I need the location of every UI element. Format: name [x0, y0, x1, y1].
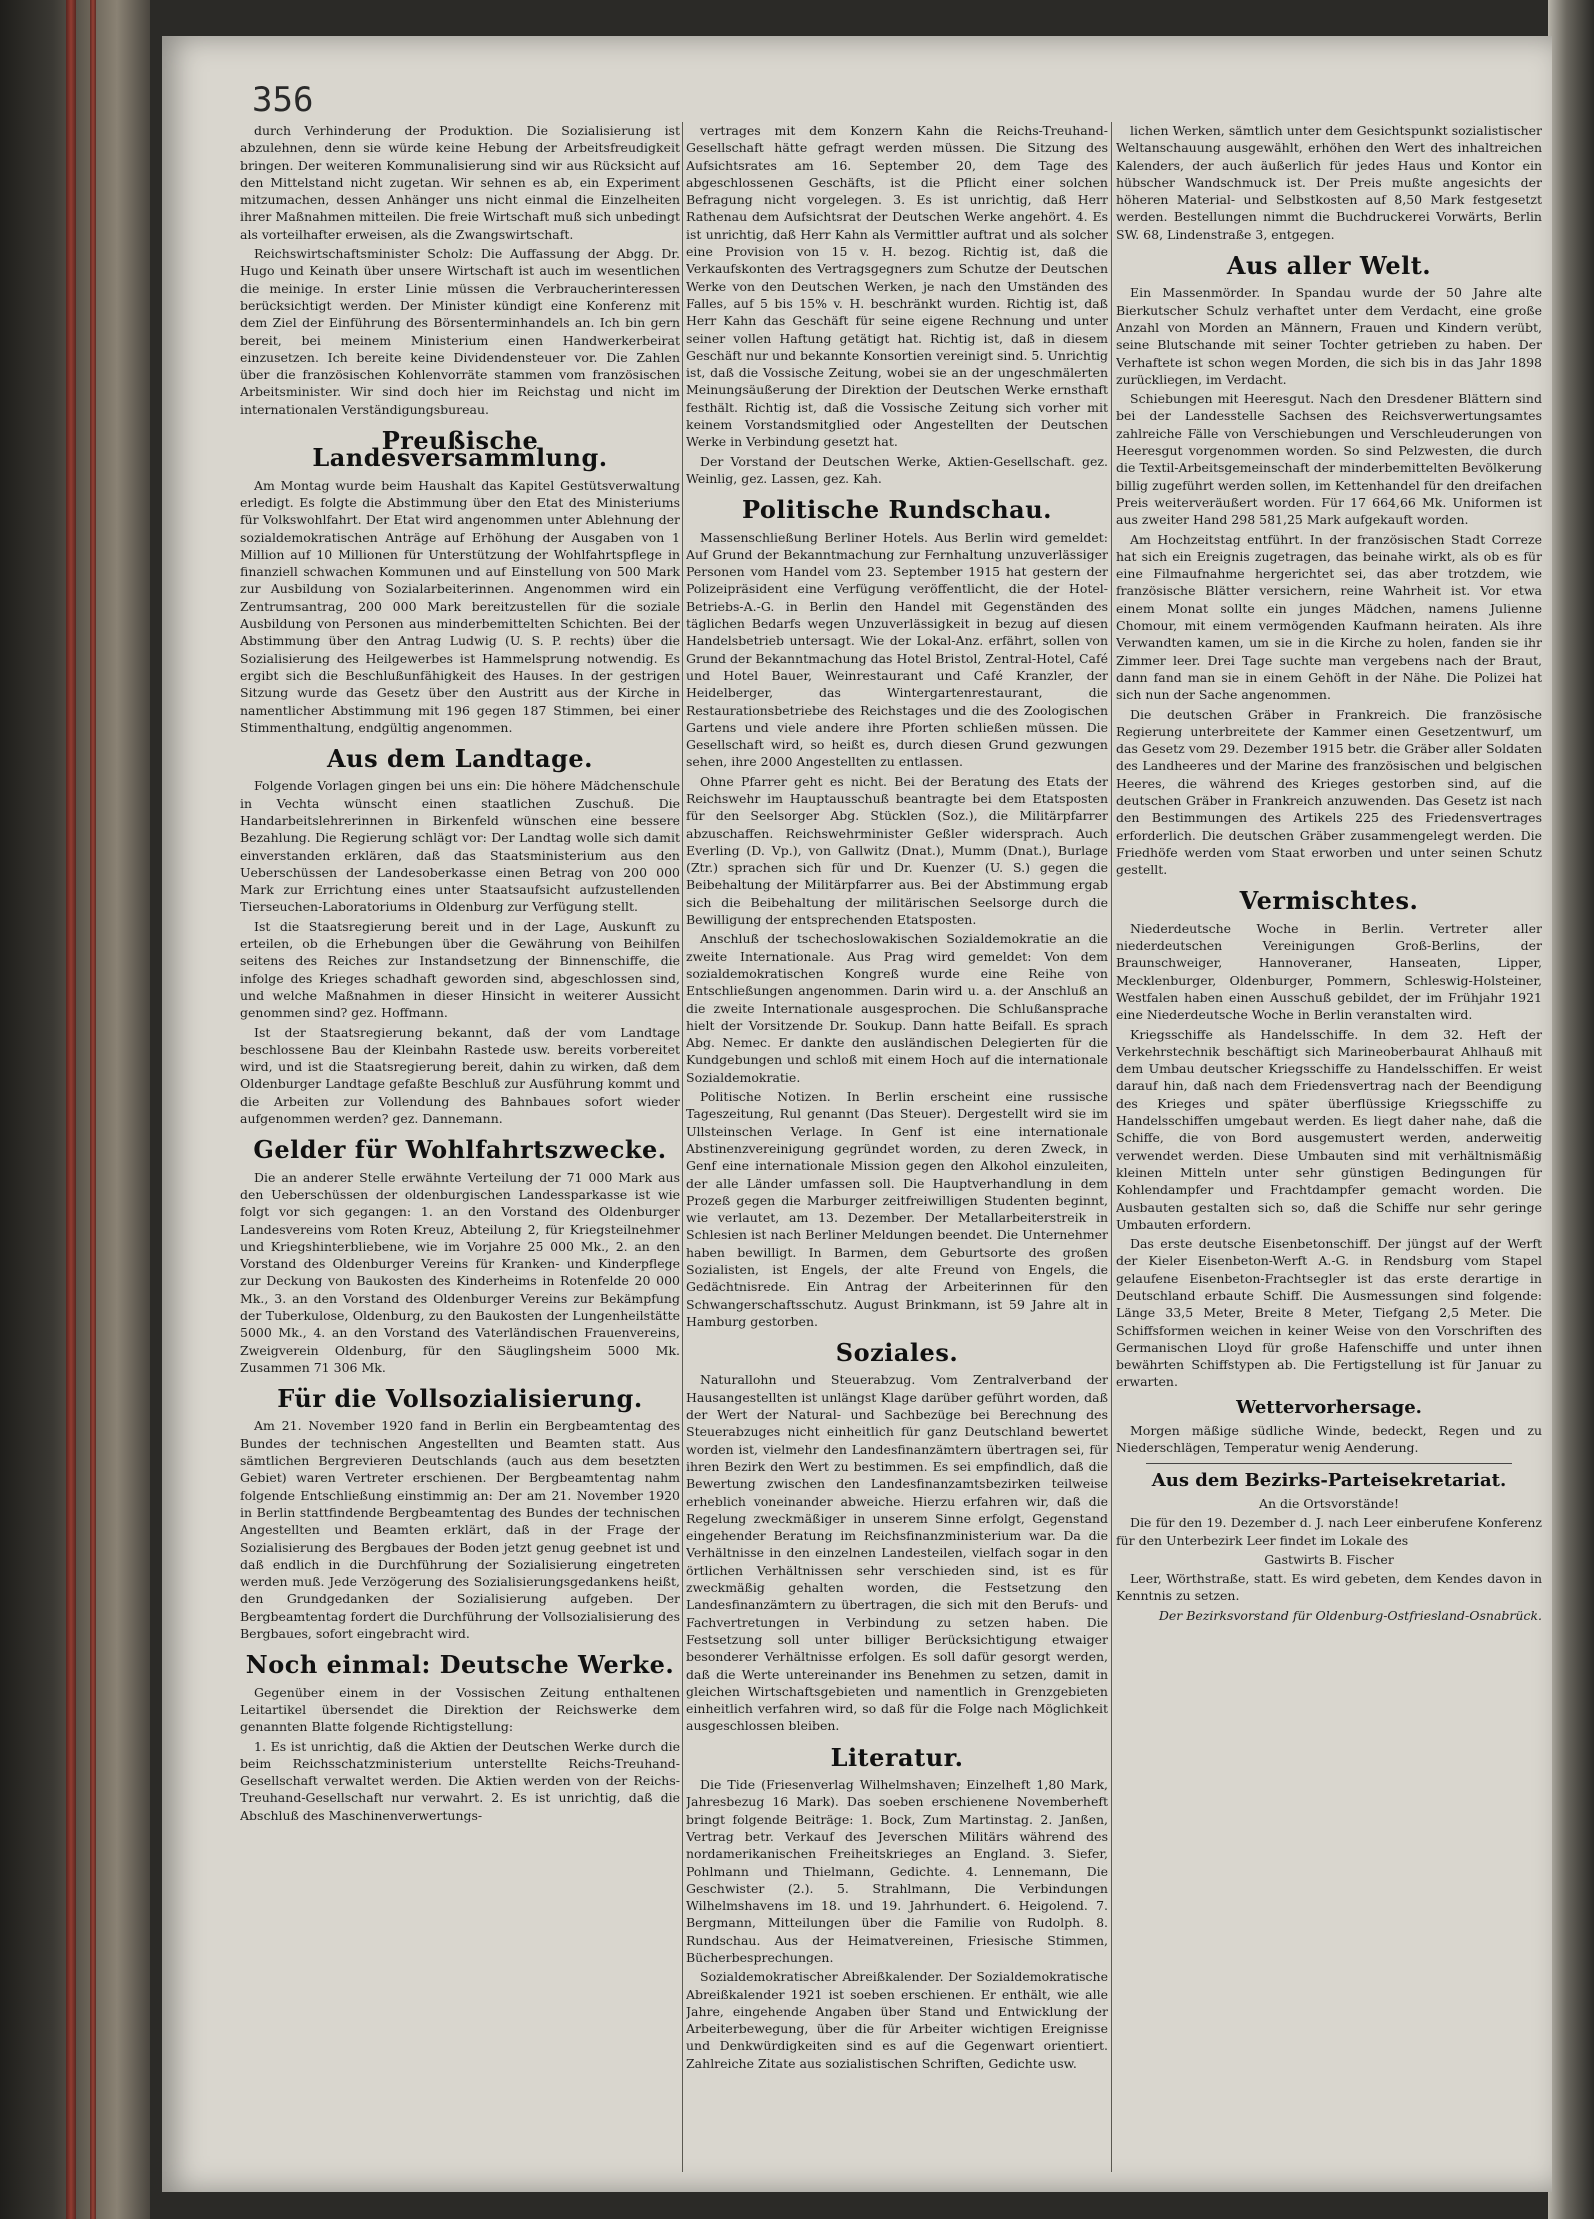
- article-paragraph: Die an anderer Stelle erwähnte Verteilung der 71 000 Mark aus den Ueberschüssen der oldenburgischen Landessparkasse ist wie folgt vor sich gegangen: 1. an den Vorstand des Oldenburger Landesvereins vom Roten Kreuz, Abteilung 2, für Kriegsteilnehmer und Kriegshinterbliebene, wie im Vorjahre 25 000 Mk., 2. an den Vorstand des Oldenburger Vereins für Kranken- und Kinderpflege zur Deckung von Baukosten des Kinderheims in Rotenfelde 20 000 Mk., 3. an den Vorstand des Oldenburger Vereins zur Bekämpfung der Tuberkulose, Oldenburg, zu den Baukosten der Lungenheilstätte 5000 Mk., 4. an den Vorstand des Vaterländischen Frauenvereins, Zweigverein Oldenburg, für den Säuglingsheim 5000 Mk. Zusammen 71 306 Mk.: [240, 1169, 680, 1375]
- article-paragraph: Die Tide (Friesenverlag Wilhelmshaven; Einzelheft 1,80 Mark, Jahresbezug 16 Mark). Das soeben erschienene Novemberheft bringt folgende Beiträge: 1. Bock, Zum Martinstag. 2. Janßen, Vertrag betr. Verkauf des Jeverschen Militärs während des nordamerikanischen Freiheitskrieges an England. 3. Siefer, Pohlmann und Thielmann, Gedichte. 4. Lennemann, Die Geschwister (2.). 5. Strahlmann, Die Verbindungen Wilhelmshavens im 18. und 19. Jahrhundert. 6. Heigolend. 7. Bergmann, Mitteilungen über die Familie von Rudolph. 8. Rundschau. Aus der Heimatvereinen, Friesische Stimmen, Bücherbesprechungen.: [686, 1777, 1108, 1965]
- article-paragraph: Morgen mäßige südliche Winde, bedeckt, Regen und zu Niederschlägen, Temperatur wenig Aenderung.: [1116, 1423, 1542, 1456]
- article-paragraph: Anschluß der tschechoslowakischen Sozialdemokratie an die zweite Internationale. Aus Prag wird gemeldet: Von dem sozialdemokratischen Kongreß wurde eine Reihe von Entschließungen angenommen. Darin wird u. a. der Anschluß an die zweite Internationale ausgesprochen. Die Schlußansprache hielt der Vorsitzende Dr. Soukup. Dann hatte Beifall. Es sprach Abg. Nemec. Er dankte den ausländischen Delegierten für die Kundgebungen und schloß mit einem Hoch auf die internationale Sozialdemokratie.: [686, 931, 1108, 1085]
- column-rule: [682, 122, 683, 2172]
- column-rule: [1111, 122, 1112, 2172]
- centered-line: An die Ortsvorstände!: [1258, 1495, 1399, 1511]
- article-paragraph: Leer, Wörthstraße, statt. Es wird gebeten, dem Kendes davon in Kenntnis zu setzen.: [1116, 1571, 1542, 1604]
- binding-band: [66, 0, 76, 2219]
- page-number: 356: [252, 80, 314, 120]
- article-paragraph: lichen Werken, sämtlich unter dem Gesichtspunkt sozialistischer Weltanschauung ausgewählt, erhöhen den Wert des inhaltreichen Kalenders, der auch äußerlich für jedes Haus und Kontor ein hübscher Wandschmuck ist. Der Preis mußte angesichts der höheren Material- und Selbstkosten auf 8,50 Mark festgesetzt werden. Bestellungen nimmt die Buchdruckerei Vorwärts, Berlin SW. 68, Lindenstraße 3, entgegen.: [1116, 123, 1542, 242]
- section-heading: Vermischtes.: [1239, 886, 1419, 916]
- page-edge: [1548, 0, 1594, 2219]
- section-heading: Aus aller Welt.: [1226, 251, 1432, 281]
- section-heading: Noch einmal: Deutsche Werke.: [245, 1650, 675, 1680]
- article-paragraph: Niederdeutsche Woche in Berlin. Vertreter aller niederdeutschen Vereinigungen Groß-Berlins, der Braunschweiger, Hannoveraner, Hanseaten, Lipper, Mecklenburger, Oldenburger, Pommern, Schleswig-Holsteiner, Westfalen haben einen Ausschuß gebildet, der im Frühjahr 1921 eine Niederdeutsche Woche in Berlin veranstalten wird.: [1116, 920, 1542, 1023]
- section-heading: Aus dem Landtage.: [327, 744, 593, 774]
- article-paragraph: Am Hochzeitstag entführt. In der französischen Stadt Correze hat sich ein Ereignis zugetragen, das beinahe wirkt, als ob es für eine Filmaufnahme hergerichtet sei, das aber trotzdem, wie französische Blätter versichern, reine Wahrheit ist. Vor etwa einem Monat sollte ein junges Mädchen, namens Julienne Chomour, mit einem vermögenden Kaufmann heiraten. Als ihre Verwandten kamen, um sie in die Kirche zu holen, fanden sie ihr Zimmer leer. Drei Tage suchte man vergebens nach der Braut, dann fand man sie in einem Gehöft in der Nähe. Die Polizei hat sich nun der Sache angenommen.: [1116, 531, 1542, 703]
- book-spine: [0, 0, 150, 2219]
- subsection-heading: Aus dem Bezirks-Parteisekretariat.: [1151, 1469, 1507, 1491]
- article-paragraph: Politische Notizen. In Berlin erscheint eine russische Tageszeitung, Rul genannt (Das Steuer). Dergestellt wird sie im Ullsteinschen Verlage. In Genf ist eine internationale Abstinenzvereinigung gegründet worden, zu deren Zweck, in Genf eine internationale Mission gegen den Alkohol einzuleiten, der alle Länder umfassen soll. Die Hauptverhandlung in dem Prozeß gegen die Marburger zeitfreiwilligen Studenten beginnt, wie verlautet, am 13. Dezember. Der Metallarbeiterstreik in Schlesien ist nach Berliner Meldungen beendet. Die Unternehmer haben bewilligt. In Barmen, dem Geburtsorte des großen Sozialisten, ist Engels, der alte Freund von Engels, die Gedächtnisrede. Ein Antrag der Arbeiterinnen für den Schwangerschaftsschutz. August Brinkmann, ist 59 Jahre alt in Hamburg gestorben.: [686, 1089, 1108, 1329]
- article-paragraph: Die deutschen Gräber in Frankreich. Die französische Regierung unterbreitete der Kammer einen Gesetzentwurf, um das Gesetz vom 29. Dezember 1915 betr. die Gräber aller Soldaten des Landheeres und der Marine des französischen und belgischen Heeres, die während des Krieges gestorben sind, auf die deutschen Gräber in Frankreich anzuwenden. Das Gesetz ist nach den Bestimmungen des Artikels 225 des Friedensvertrages erforderlich. Die deutschen Gräber zusammengelegt werden. Die Friedhöfe werden vom Staat erworben und unter seinen Schutz gestellt.: [1116, 706, 1542, 878]
- section-heading: Soziales.: [835, 1338, 959, 1368]
- article-paragraph: Ist die Staatsregierung bereit und in der Lage, Auskunft zu erteilen, ob die Erhebungen über die Gewährung von Beihilfen seitens des Reiches zur Instandsetzung der Binnenschiffe, die infolge des Krieges schadhaft geworden sind, abgeschlossen sind, und welche Maßnahmen in dieser Hinsicht in weiterer Aussicht genommen sind? gez. Hoffmann.: [240, 918, 680, 1021]
- article-paragraph: durch Verhinderung der Produktion. Die Sozialisierung ist abzulehnen, denn sie würde keine Hebung der Arbeitsfreudigkeit bringen. Der weiteren Kommunalisierung sind wir aus Rücksicht auf den Mittelstand nicht zugetan. Wir sehnen es ab, ein Experiment mitzumachen, dessen Anhänger uns nicht einmal die Einzelheiten ihrer Maßnahmen mitteilen. Die freie Wirtschaft muß sich unbedingt als vorteilhafter erweisen, als die Zwangswirtschaft.: [240, 123, 680, 242]
- article-paragraph: Naturallohn und Steuerabzug. Vom Zentralverband der Hausangestellten ist unlängst Klage darüber geführt worden, daß der Wert der Natural- und Sachbezüge bei Berechnung des Steuerabzuges nicht einheitlich für ganz Deutschland bewertet worden ist, vielmehr den Landesfinanzämtern übertragen sei, für ihren Bezirk den Wert zu bestimmen. Es sei empfindlich, daß die Bewertung zwischen den Landesfinanzamtsbezirken teilweise erheblich voneinander abweiche. Hierzu erfahren wir, daß die Regelung zweckmäßiger in unserem Sinne erfolgt, Gegenstand eingehender Beratung im Reichsfinanzministerium war. Da die Verhältnisse in den einzelnen Landesteilen, vielfach sogar in den örtlichen Verhältnissen sehr verschieden sind, ist es für zweckmäßig gehalten worden, die Festsetzung den Landesfinanzämtern zu übertragen, die sich mit den Berufs- und Fachvertretungen in Verbindung zu setzen haben. Die Festsetzung soll unter billiger Berücksichtigung etwaiger besonderer Verhältnisse erfolgen. Es soll dafür gesorgt werden, daß die Werte untereinander ins Benehmen zu setzen, damit in gleichen Wirtschaftsgebieten und namentlich in Grenzgebieten einheitlich verfahren wird, so daß für die Folge nach Möglichkeit ausgeschlossen bleiben.: [686, 1372, 1108, 1734]
- section-heading: Gelder für Wohlfahrtszwecke.: [253, 1135, 667, 1165]
- column-right: [1116, 122, 1542, 2172]
- article-paragraph: Kriegsschiffe als Handelsschiffe. In dem 32. Heft der Verkehrstechnik beschäftigt sich Marineoberbaurat Ahlhauß mit dem Umbau deutscher Kriegsschiffe zu Handelsschiffen. Er weist darauf hin, daß nach dem Friedensvertrag nach der Beendigung des Krieges und später überflüssige Kriegsschiffe zu Handelsschiffen umgebaut werden. Es liegt daher nahe, daß die Schiffe, die von Bord ausgemustert werden, anderweitig verwendet werden. Diese Umbauten sind mit verhältnismäßig kleinen Mitteln unter sehr günstigen Bedingungen für Kohlendampfer und Frachtdampfer gemacht worden. Die Ausbauten gestalten sich so, daß die Schiffe nur sehr geringe Umbauten erfordern.: [1116, 1026, 1542, 1232]
- article-paragraph: Der Vorstand der Deutschen Werke, Aktien-Gesellschaft. gez. Weinlig, gez. Lassen, gez. Kah.: [686, 453, 1108, 486]
- article-paragraph: Am Montag wurde beim Haushalt das Kapitel Gestütsverwaltung erledigt. Es folgte die Abstimmung über den Etat des Ministeriums für Volkswohlfahrt. Der Etat wird angenommen unter Ablehnung der sozialdemokratischen Anträge auf Erhöhung der Ausgaben von 1 Million auf 10 Millionen für Unterstützung der Wohlfahrtspflege in finanziell schwachen Kommunen und auf Einstellung von 500 Mark zur Ausbildung von Sozialarbeiterinnen. Angenommen wird ein Zentrumsantrag, 200 000 Mark bereitzustellen für die soziale Ausbildung von Personen aus minderbemittelten Schichten. Bei der Abstimmung über den Antrag Ludwig (U. S. P. rechts) über die Sozialisierung des Heilgewerbes ist Hammelsprung notwendig. Es ergibt sich die Beschlußunfähigkeit des Hauses. In der gestrigen Sitzung wurde das Gesetz über den Austritt aus der Kirche in namentlicher Abstimmung mit 196 gegen 187 Stimmen, bei einer Stimmenthaltung, endgültig angenommen.: [240, 477, 680, 735]
- centered-line: Gastwirts B. Fischer: [1264, 1551, 1394, 1567]
- article-paragraph: Massenschließung Berliner Hotels. Aus Berlin wird gemeldet: Auf Grund der Bekanntmachung zur Fernhaltung unzuverlässiger Personen vom Handel vom 23. September 1915 hat gestern der Polizeipräsident eine Verfügung veröffentlicht, die der Hotel-Betriebs-A.-G. in Berlin den Handel mit Gegenständen des täglichen Bedarfs wegen Unzuverlässigkeit in bezug auf diesen Handelsbetrieb untersagt. Wie der Lokal-Anz. erfährt, sollen von Grund der Bekanntmachung das Hotel Bristol, Zentral-Hotel, Café und Hotel Bauer, Weinrestaurant und Café Kranzler, der Heidelberger, das Wintergartenrestaurant, die Restaurationsbetriebe des Reichstages und die des Zoologischen Gartens und viele andere ihre Pforten schließen müssen. Die Gesellschaft wird, so heißt es, durch diesen Grund gezwungen sehen, ihre 2000 Angestellten zu entlassen.: [686, 529, 1108, 770]
- section-heading: Für die Vollsozialisierung.: [277, 1384, 643, 1414]
- section-heading: Politische Rundschau.: [741, 495, 1053, 525]
- article-paragraph: Das erste deutsche Eisenbetonschiff. Der jüngst auf der Werft der Kieler Eisenbeton-Werft A.-G. in Rendsburg vom Stapel gelaufene Eisenbeton-Frachtsegler ist das erste derartige in Deutschland erbaute Schiff. Die Ausmessungen sind folgende: Länge 33,5 Meter, Breite 8 Meter, Tiefgang 2,5 Meter. Die Schiffsformen weichen in keiner Weise von den Vorschriften des Germanischen Lloyd für große Hafenschiffe und unter ihnen bewährten Schiffstypen ab. Die Fertigstellung ist für Januar zu erwarten.: [1116, 1236, 1542, 1390]
- article-paragraph: Am 21. November 1920 fand in Berlin ein Bergbeamtentag des Bundes der technischen Angestellten und Beamten statt. Aus sämtlichen Bergrevieren Deutschlands (auch aus dem besetzten Gebiet) waren Vertreter erschienen. Der Bergbeamtentag nahm folgende Entschließung einstimmig an: Der am 21. November 1920 in Berlin stattfindende Bergbeamtentag des Bundes der technischen Angestellten und Beamten erklärt, daß in der Frage der Sozialisierung des Bergbaues der Boden jetzt genug geebnet ist und daß endlich in die Durchführung der Sozialisierung eingetreten werden muß. Jede Verzögerung des Sozialisierungsgedankens heißt, den Grundgedanken der Sozialisierung aufgeben. Der Bergbeamtentag fordert die Durchführung der Vollsozialisierung des Bergbaues, sofort eingebracht wird.: [240, 1418, 680, 1642]
- article-paragraph: Folgende Vorlagen gingen bei uns ein: Die höhere Mädchenschule in Vechta wünscht einen staatlichen Zuschuß. Die Handarbeitslehrerinnen in Birkenfeld wünschen eine bessere Bezahlung. Die Regierung schlägt vor: Der Landtag wolle sich damit einverstanden erklären, daß das Staatsministerium aus den Ueberschüssen der Landesoberkasse einen Betrag von 200 000 Mark zur Errichtung eines unter Staatsaufsicht aufzustellenden Tierseuchen-Laboratoriums in Oldenburg zur Verfügung stellt.: [240, 778, 680, 915]
- article-paragraph: vertrages mit dem Konzern Kahn die Reichs-Treuhand-Gesellschaft hätte gefragt werden müssen. Die Sitzung des Aufsichtsrates am 16. September 20, dem Tage des abgeschlossenen Geschäfts, ist die Pflicht einer solchen Befragung nicht vorgelegen. 3. Es ist unrichtig, daß Herr Rathenau dem Aufsichtsrat der Deutschen Werke angehört. 4. Es ist unrichtig, daß Herr Kahn als Vermittler auftrat und als solcher eine Provision von 15 v. H. bezog. Richtig ist, daß die Verkaufskonten des Vertragsgegners zum Schutze der Deutschen Werke von den Deutschen Werken, je nach den Umständen des Falles, auf 5 bis 15% v. H. beschränkt wurden. Richtig ist, daß Herr Kahn das Geschäft für seine eigene Rechnung und unter seiner vollen Haftung getätigt hat. Richtig ist, daß in diesem Geschäft nur und bekannte Konsortien vereinigt sind. 5. Unrichtig ist, daß die Vossische Zeitung, wobei sie an der ungeschmälerten Meinungsäußerung der Direktion der Deutschen Werke ernsthaft festhält. Richtig ist, daß die Vossische Zeitung sich vorher mit keinem Vorstandsmitglied oder Angestellten der Deutschen Werke in Verbindung gesetzt hat.: [686, 123, 1108, 450]
- article-paragraph: Gegenüber einem in der Vossischen Zeitung enthaltenen Leitartikel übersendet die Direktion der Reichswerke dem genannten Blatte folgende Richtigstellung:: [240, 1684, 680, 1735]
- article-paragraph: Die für den 19. Dezember d. J. nach Leer einberufene Konferenz für den Unterbezirk Leer findet im Lokale des: [1116, 1515, 1542, 1548]
- column-left: [240, 122, 680, 2172]
- column-middle: [686, 122, 1108, 2172]
- section-heading: Literatur.: [830, 1742, 964, 1772]
- article-paragraph: Ohne Pfarrer geht es nicht. Bei der Beratung des Etats der Reichswehr im Hauptausschuß beantragte bei dem Etatsposten für den Seelsorger Abg. Stücklen (Soz.), die Militärpfarrer abzuschaffen. Reichswehrminister Geßler widersprach. Auch Everling (D. Vp.), von Gallwitz (Dnat.), Mumm (Dnat.), Burlage (Ztr.) sprachen sich für und Dr. Kuenzer (U. S.) gegen die Beibehaltung der Militärpfarrer aus. Bei der Abstimmung ergab sich die Beibehaltung der militärischen Seelsorge durch die Bewilligung der entsprechenden Etatsposten.: [686, 773, 1108, 928]
- article-paragraph: Schiebungen mit Heeresgut. Nach den Dresdener Blättern sind bei der Landesstelle Sachsen des Reichsverwertungsamtes zahlreiche Fälle von Verschiebungen und Verschleuderungen von Heeresgut vorgenommen worden. So sind Pelzwesten, die durch die Textil-Arbeitsgemeinschaft der minderbemittelten Bevölkerung billig zugeführt werden sollen, im Kettenhandel für den dreifachen Preis weiterveräußert worden. Für 17 664,66 Mk. Uniformen ist aus zweiter Hand 298 581,25 Mark aufgekauft worden.: [1116, 391, 1542, 528]
- subsection-heading: Wettervorhersage.: [1236, 1396, 1422, 1418]
- signature-line: Der Bezirksvorstand für Oldenburg-Ostfriesland-Osnabrück.: [1158, 1607, 1542, 1623]
- binding-band: [90, 0, 96, 2219]
- divider: [1146, 1463, 1512, 1464]
- article-paragraph: Reichswirtschaftsminister Scholz: Die Auffassung der Abgg. Dr. Hugo und Keinath über unsere Wirtschaft ist auch im wesentlichen die meinige. In erster Linie müssen die Verbraucherinteressen berücksichtigt werden. Der Minister kündigt eine Konferenz mit dem Ziel der Einführung des Börsenterminhandels an. Ich bin gern bereit, bei meinem Ministerium einen Handwerkerbeirat einzusetzen. Ich bereite keine Dividendensteuer vor. Die Zahlen über die französischen Kohlenvorräte stammen vom französischen Arbeitsminister. Wir sind doch hier im Reichstag und nicht im internationalen Verständigungsbureau.: [240, 246, 680, 417]
- article-paragraph: 1. Es ist unrichtig, daß die Aktien der Deutschen Werke durch die beim Reichsschatzministerium unterstellte Reichs-Treuhand-Gesellschaft verwaltet werden. Die Aktien werden von der Reichs-Treuhand-Gesellschaft nur verwahrt. 2. Es ist unrichtig, daß die Abschluß des Maschinenverwertungs-: [240, 1738, 680, 1823]
- section-heading: Preußische Landesversammlung.: [312, 426, 608, 473]
- article-paragraph: Ein Massenmörder. In Spandau wurde der 50 Jahre alte Bierkutscher Schulz verhaftet unter dem Verdacht, eine große Anzahl von Morden an Männern, Frauen und Kindern verübt, seine Blutschande mit seiner Tochter getrieben zu haben. Der Verhaftete ist schon wegen Morden, die sich bis in das Jahr 1898 zurückliegen, im Verdacht.: [1116, 285, 1542, 387]
- article-paragraph: Sozialdemokratischer Abreißkalender. Der Sozialdemokratische Abreißkalender 1921 ist soeben erschienen. Er enthält, wie alle Jahre, eingehende Angaben über Stand und Entwicklung der Arbeiterbewegung, über die für Arbeiter wichtigen Ereignisse und Denkwürdigkeiten sind es auf die Gegenwart orientiert. Zahlreiche Zitate aus sozialistischen Schriften, Gedichte usw.: [686, 1969, 1108, 2071]
- article-paragraph: Ist der Staatsregierung bekannt, daß der vom Landtage beschlossene Bau der Kleinbahn Rastede usw. bereits vorbereitet wird, und ist die Staatsregierung bereit, dahin zu wirken, daß dem Oldenburger Landtage gefaßte Beschluß zur Ausführung kommt und die Arbeiten zur Vollendung des Bahnbaues sofort wieder aufgenommen werden? gez. Dannemann.: [240, 1024, 680, 1127]
